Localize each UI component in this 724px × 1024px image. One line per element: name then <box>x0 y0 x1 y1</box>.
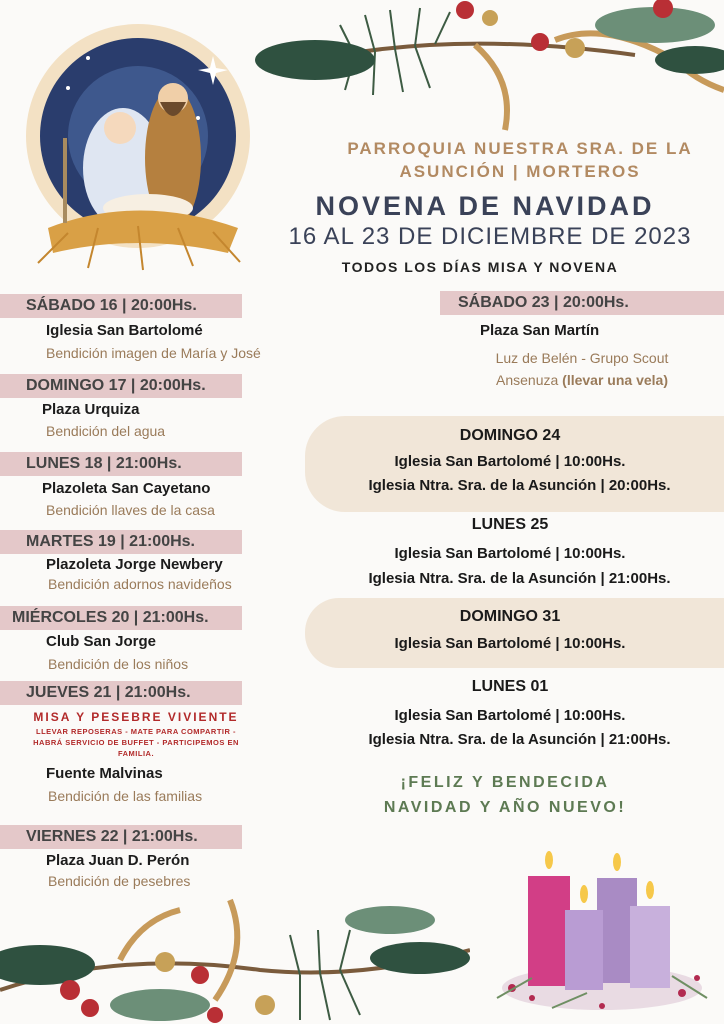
event-description: Bendición de los niños <box>48 656 189 672</box>
event-place: Plaza Juan D. Perón <box>46 852 190 869</box>
event-header: MIÉRCOLES 20 | 21:00Hs. <box>0 606 242 630</box>
service-line: Iglesia Ntra. Sra. de la Asunción | 21:00Hs. <box>368 731 671 748</box>
event-description-line-1: Luz de Belén - Grupo Scout <box>495 350 669 366</box>
event-description: Bendición imagen de María y José <box>46 345 261 361</box>
service-line: Iglesia San Bartolomé | 10:00Hs. <box>394 453 626 470</box>
day-heading: LUNES 25 <box>471 516 549 533</box>
event-place: Plaza Urquiza <box>42 401 140 418</box>
event-description-line-2 <box>440 369 724 391</box>
day-heading: DOMINGO 24 <box>459 427 561 444</box>
special-event-note-line-2: HABRÁ SERVICIO DE BUFFET - PARTICIPEMOS EN <box>33 738 239 747</box>
service-line: Iglesia San Bartolomé | 10:00Hs. <box>394 545 626 562</box>
service-line: Iglesia Ntra. Sra. de la Asunción | 21:00Hs. <box>368 570 671 587</box>
event-place: Fuente Malvinas <box>46 765 163 782</box>
event-description: Bendición del agua <box>46 423 166 439</box>
event-header: MARTES 19 | 21:00Hs. <box>0 530 242 554</box>
nativity-illustration <box>8 18 266 273</box>
event-header: DOMINGO 17 | 20:00Hs. <box>0 374 242 398</box>
special-event-note <box>0 726 272 759</box>
event-place: Club San Jorge <box>46 633 157 650</box>
page-title: NOVENA DE NAVIDAD <box>315 191 655 221</box>
event-description: Bendición de pesebres <box>48 873 191 889</box>
daily-mass-note: TODOS LOS DÍAS MISA Y NOVENA <box>341 259 619 275</box>
event-place: Plaza San Martín <box>480 322 600 339</box>
event-description <box>440 347 724 391</box>
parish-line-1: PARROQUIA NUESTRA SRA. DE LA <box>347 139 693 158</box>
event-description: Bendición llaves de la casa <box>46 502 215 518</box>
greeting-line-2: NAVIDAD Y AÑO NUEVO! <box>383 799 627 816</box>
day-heading: DOMINGO 31 <box>459 608 561 625</box>
event-header: JUEVES 21 | 21:00Hs. <box>0 681 242 705</box>
special-event-note-line-3: FAMILIA. <box>117 749 155 758</box>
day-heading: LUNES 01 <box>471 678 549 695</box>
advent-candles-illustration <box>492 848 714 1018</box>
service-line: Iglesia Ntra. Sra. de la Asunción | 20:00Hs. <box>368 477 671 494</box>
event-description-emphasis: (llevar una vela) <box>562 372 668 388</box>
event-description: Bendición adornos navideños <box>48 576 232 592</box>
event-place: Plazoleta San Cayetano <box>42 480 211 497</box>
service-line: Iglesia San Bartolomé | 10:00Hs. <box>394 635 626 652</box>
special-event-title: MISA Y PESEBRE VIVIENTE <box>33 710 239 724</box>
parish-line-2: ASUNCIÓN | MORTEROS <box>399 162 641 181</box>
greeting <box>340 770 670 820</box>
service-line: Iglesia San Bartolomé | 10:00Hs. <box>394 707 626 724</box>
event-header: LUNES 18 | 21:00Hs. <box>0 452 242 476</box>
special-event-note-line-1: LLEVAR REPOSERAS - MATE PARA COMPARTIR - <box>36 727 236 736</box>
greeting-line-1: ¡FELIZ Y BENDECIDA <box>400 774 610 791</box>
pine-branch-bottom-decoration <box>0 880 470 1024</box>
event-place: Plazoleta Jorge Newbery <box>46 556 223 573</box>
event-header: VIERNES 22 | 21:00Hs. <box>0 825 242 849</box>
date-range: 16 AL 23 DE DICIEMBRE DE 2023 <box>288 223 692 250</box>
pine-branch-top-decoration <box>255 0 724 140</box>
parish-name <box>330 137 710 183</box>
event-description-line-2-text: Ansenuza <box>496 372 559 388</box>
event-header: SÁBADO 23 | 20:00Hs. <box>440 291 724 315</box>
event-header: SÁBADO 16 | 20:00Hs. <box>0 294 242 318</box>
event-place: Iglesia San Bartolomé <box>46 322 203 339</box>
event-description: Bendición de las familias <box>48 788 203 804</box>
